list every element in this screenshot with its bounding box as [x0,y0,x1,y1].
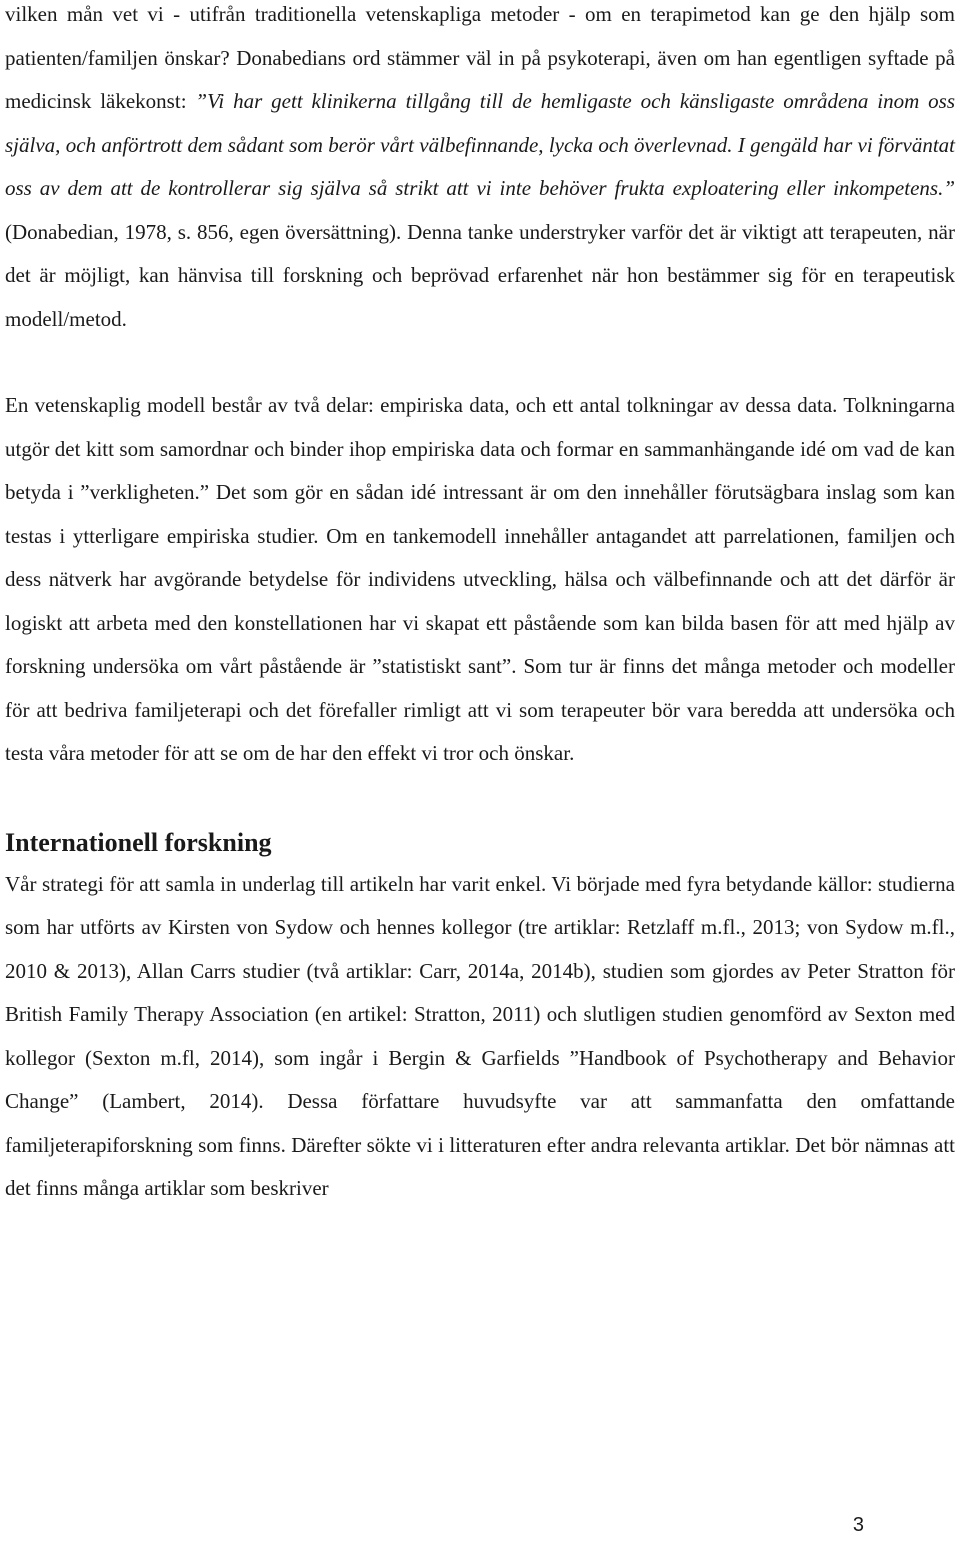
paragraph-spacer [5,776,955,819]
donabedian-quote: ”Vi har gett klinikerna tillgång till de hemligaste och känsligaste områdena inom oss själva, och anförtrott dem sådant som berör vårt välbefinnande, lycka och överlevnad. I gengäld har vi förväntat oss av dem att de kontrollerar sig själva så strikt att vi inte behöver frukta exploatering eller inkompetens.” [5,89,955,200]
section-heading: Internationell forskning [5,827,272,857]
document-page [5,0,955,1211]
paragraph-lead-text: vilken mån vet vi - utifrån traditionella vetenskapliga metoder - om en terapimetod kan ge den hjälp som patienten/familjen önskar? Donabedians ord stämmer väl in på psykoterapi, även om han egentligen syftade på medicinsk läkekonst: [5,2,955,113]
page-number: 3 [852,1514,864,1536]
paragraph-strategy: Vår strategi för att samla in underlag till artikeln har varit enkel. Vi började med fyra betydande källor: studierna som har utförts av Kirsten von Sydow och hennes kollegor (tre artiklar: Retzlaff m.fl., 2013; von Sydow m.fl., 2010 & 2013), Allan Carrs studier (två artiklar: Carr, 2014a, 2014b), studien som gjordes av Peter Stratton för British Family Therapy Association (en artikel: Stratton, 2011) och slutligen studien genomförd av Sexton med kollegor (Sexton m.fl, 2014), som ingår i Bergin & Garfields ”Handbook of Psychotherapy and Behavior Change” (Lambert, 2014). Dessa författare huvudsyfte var att sammanfatta den omfattande familjeterapiforskning som finns. Därefter sökte vi i litteraturen efter andra relevanta artiklar. Det bör nämnas att det finns många artiklar som beskriver [5,871,955,1200]
paragraph-spacer [5,341,955,384]
paragraph-scientific-model: En vetenskaplig modell består av två delar: empiriska data, och ett antal tolkningar av dessa data. Tolkningarna utgör det kitt som samordnar och binder ihop empiriska data och formar en sammanhängande idé om vad de kan betyda i ”verkligheten.” Det som gör en sådan idé intressant är om den innehåller förutsägbara inslag som kan testas i ytterligare empiriska studier. Om en tankemodell innehåller antagandet att parrelationen, familjen och dess nätverk har avgörande betydelse för individens utveckling, hälsa och välbefinnande och att det därför är logiskt att arbeta med den konstellationen har vi skapat ett påstående som kan bilda basen för att med hjälp av forskning undersöka om vårt påstående är ”statistiskt sant”. Som tur är finns det många metoder och modeller för att bedriva familjeterapi och det förefaller rimligt att vi som terapeuter bör vara beredda att undersöka och testa våra metoder för att se om de har den effekt vi tror och önskar. [5,393,955,765]
paragraph-donabedian [5,0,955,341]
paragraph-tail-text: (Donabedian, 1978, s. 856, egen översättning). Denna tanke understryker varför det är viktigt att terapeuten, när det är möjligt, kan hänvisa till forskning och beprövad erfarenhet när hon bestämmer sig för en terapeutisk modell/metod. [5,219,955,331]
